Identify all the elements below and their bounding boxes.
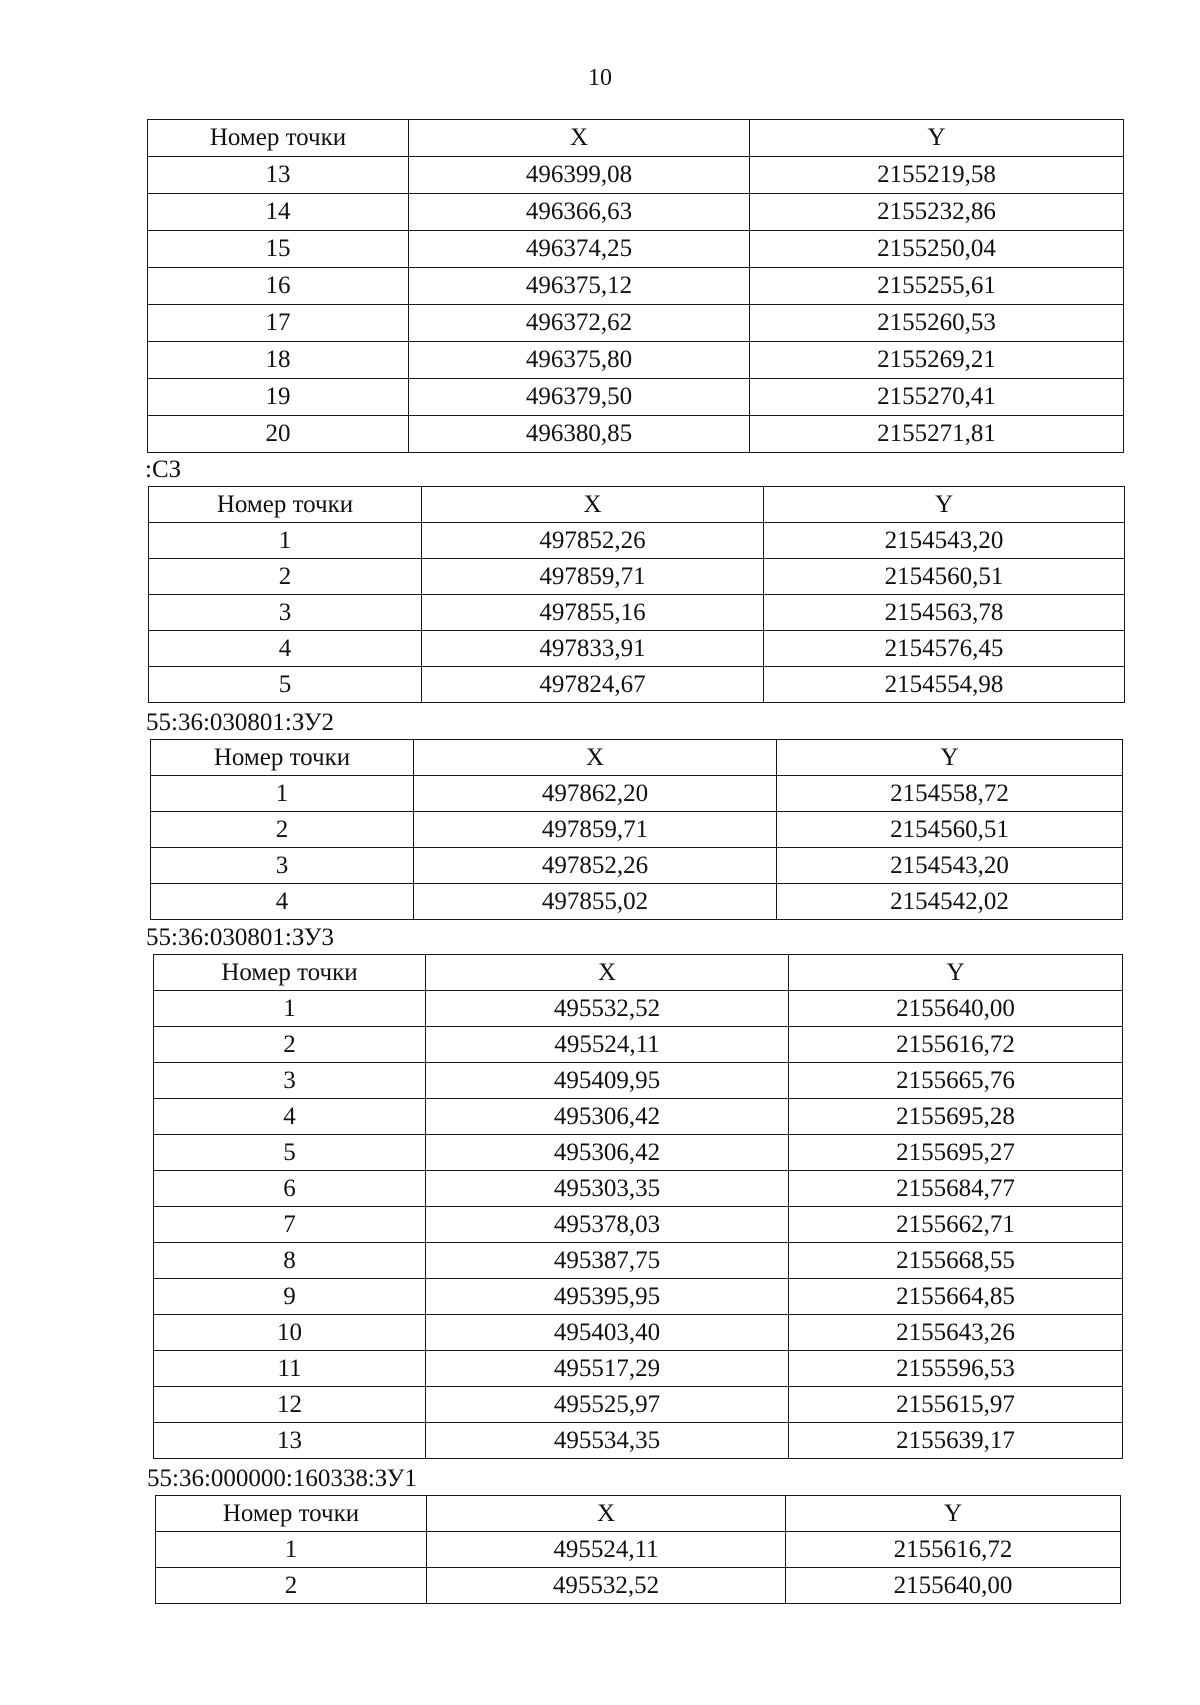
page-number: 10 — [588, 65, 612, 91]
table-row — [151, 776, 1123, 812]
point-number-cell: 5 — [149, 667, 422, 703]
point-number-cell: 3 — [151, 848, 414, 884]
table-row — [148, 305, 1124, 342]
x-coordinate-cell: 496375,80 — [409, 342, 750, 379]
coordinates-table — [155, 1495, 1121, 1604]
x-coordinate-cell: 497852,26 — [422, 523, 764, 559]
coordinates-table — [148, 486, 1125, 703]
y-coordinate-cell: 2154558,72 — [777, 776, 1123, 812]
header-point-number: Номер точки — [151, 740, 414, 776]
x-coordinate-cell: 495303,35 — [426, 1171, 789, 1207]
point-number-cell: 13 — [148, 157, 409, 194]
y-coordinate-cell: 2155662,71 — [789, 1207, 1123, 1243]
x-coordinate-cell: 495524,11 — [426, 1027, 789, 1063]
x-coordinate-cell: 497862,20 — [414, 776, 777, 812]
x-coordinate-cell: 497852,26 — [414, 848, 777, 884]
point-number-cell: 4 — [154, 1099, 426, 1135]
y-coordinate-cell: 2155684,77 — [789, 1171, 1123, 1207]
x-coordinate-cell: 496375,12 — [409, 268, 750, 305]
x-coordinate-cell: 495403,40 — [426, 1315, 789, 1351]
x-coordinate-cell: 495306,42 — [426, 1135, 789, 1171]
point-number-cell: 5 — [154, 1135, 426, 1171]
point-number-cell: 7 — [154, 1207, 426, 1243]
x-coordinate-cell: 495409,95 — [426, 1063, 789, 1099]
table-row — [151, 848, 1123, 884]
header-x: X — [414, 740, 777, 776]
table-row — [151, 812, 1123, 848]
header-point-number: Номер точки — [149, 487, 422, 523]
table-row — [154, 1027, 1123, 1063]
header-y: Y — [786, 1496, 1121, 1532]
coordinates-table — [153, 954, 1123, 1459]
table-row — [156, 1568, 1121, 1604]
x-coordinate-cell: 496366,63 — [409, 194, 750, 231]
table-row — [149, 631, 1125, 667]
y-coordinate-cell: 2154576,45 — [764, 631, 1125, 667]
point-number-cell: 1 — [154, 991, 426, 1027]
table-row — [156, 1532, 1121, 1568]
y-coordinate-cell: 2155250,04 — [750, 231, 1124, 268]
point-number-cell: 8 — [154, 1243, 426, 1279]
header-point-number: Номер точки — [148, 120, 409, 157]
x-coordinate-cell: 495525,97 — [426, 1387, 789, 1423]
point-number-cell: 2 — [154, 1027, 426, 1063]
table-header-row — [149, 487, 1125, 523]
y-coordinate-cell: 2155664,85 — [789, 1279, 1123, 1315]
point-number-cell: 6 — [154, 1171, 426, 1207]
y-coordinate-cell: 2154554,98 — [764, 667, 1125, 703]
y-coordinate-cell: 2155255,61 — [750, 268, 1124, 305]
table-header-row — [154, 955, 1123, 991]
x-coordinate-cell: 495395,95 — [426, 1279, 789, 1315]
point-number-cell: 14 — [148, 194, 409, 231]
point-number-cell: 1 — [156, 1532, 427, 1568]
header-y: Y — [764, 487, 1125, 523]
header-x: X — [427, 1496, 786, 1532]
point-number-cell: 1 — [149, 523, 422, 559]
table-row — [154, 1099, 1123, 1135]
section-label: :СЗ — [145, 456, 182, 483]
point-number-cell: 10 — [154, 1315, 426, 1351]
y-coordinate-cell: 2155640,00 — [789, 991, 1123, 1027]
table-row — [154, 1063, 1123, 1099]
y-coordinate-cell: 2155615,97 — [789, 1387, 1123, 1423]
table-row — [154, 1243, 1123, 1279]
x-coordinate-cell: 495534,35 — [426, 1423, 789, 1459]
x-coordinate-cell: 496399,08 — [409, 157, 750, 194]
x-coordinate-cell: 496379,50 — [409, 379, 750, 416]
table-row — [154, 1207, 1123, 1243]
header-point-number: Номер точки — [154, 955, 426, 991]
header-x: X — [409, 120, 750, 157]
point-number-cell: 15 — [148, 231, 409, 268]
x-coordinate-cell: 495306,42 — [426, 1099, 789, 1135]
table-row — [148, 342, 1124, 379]
y-coordinate-cell: 2155219,58 — [750, 157, 1124, 194]
table-header-row — [156, 1496, 1121, 1532]
table-row — [151, 884, 1123, 920]
point-number-cell: 4 — [149, 631, 422, 667]
point-number-cell: 13 — [154, 1423, 426, 1459]
y-coordinate-cell: 2155232,86 — [750, 194, 1124, 231]
x-coordinate-cell: 497859,71 — [422, 559, 764, 595]
point-number-cell: 1 — [151, 776, 414, 812]
x-coordinate-cell: 495532,52 — [426, 991, 789, 1027]
table-row — [149, 523, 1125, 559]
y-coordinate-cell: 2154560,51 — [764, 559, 1125, 595]
table-row — [154, 1423, 1123, 1459]
section-label: 55:36:030801:ЗУ3 — [146, 924, 334, 951]
table-row — [154, 991, 1123, 1027]
point-number-cell: 2 — [149, 559, 422, 595]
point-number-cell: 2 — [156, 1568, 427, 1604]
y-coordinate-cell: 2154560,51 — [777, 812, 1123, 848]
x-coordinate-cell: 497855,16 — [422, 595, 764, 631]
table-row — [154, 1351, 1123, 1387]
y-coordinate-cell: 2154543,20 — [764, 523, 1125, 559]
y-coordinate-cell: 2155270,41 — [750, 379, 1124, 416]
header-point-number: Номер точки — [156, 1496, 427, 1532]
point-number-cell: 19 — [148, 379, 409, 416]
point-number-cell: 16 — [148, 268, 409, 305]
x-coordinate-cell: 495387,75 — [426, 1243, 789, 1279]
table-row — [148, 157, 1124, 194]
y-coordinate-cell: 2155643,26 — [789, 1315, 1123, 1351]
table-row — [148, 268, 1124, 305]
header-x: X — [426, 955, 789, 991]
x-coordinate-cell: 495378,03 — [426, 1207, 789, 1243]
coordinates-table — [147, 119, 1124, 453]
x-coordinate-cell: 495532,52 — [427, 1568, 786, 1604]
table-row — [148, 194, 1124, 231]
table-row — [149, 667, 1125, 703]
table-row — [154, 1171, 1123, 1207]
point-number-cell: 3 — [154, 1063, 426, 1099]
y-coordinate-cell: 2155640,00 — [786, 1568, 1121, 1604]
y-coordinate-cell: 2155271,81 — [750, 416, 1124, 453]
table-header-row — [151, 740, 1123, 776]
table-row — [148, 231, 1124, 268]
y-coordinate-cell: 2155665,76 — [789, 1063, 1123, 1099]
x-coordinate-cell: 497824,67 — [422, 667, 764, 703]
section-label: 55:36:000000:160338:ЗУ1 — [147, 1465, 417, 1492]
x-coordinate-cell: 496374,25 — [409, 231, 750, 268]
point-number-cell: 3 — [149, 595, 422, 631]
table-row — [148, 379, 1124, 416]
table-row — [154, 1135, 1123, 1171]
y-coordinate-cell: 2154543,20 — [777, 848, 1123, 884]
coordinates-table — [150, 739, 1123, 920]
y-coordinate-cell: 2154542,02 — [777, 884, 1123, 920]
point-number-cell: 9 — [154, 1279, 426, 1315]
x-coordinate-cell: 497855,02 — [414, 884, 777, 920]
point-number-cell: 17 — [148, 305, 409, 342]
table-row — [149, 595, 1125, 631]
x-coordinate-cell: 496380,85 — [409, 416, 750, 453]
point-number-cell: 2 — [151, 812, 414, 848]
table-row — [154, 1387, 1123, 1423]
x-coordinate-cell: 495517,29 — [426, 1351, 789, 1387]
y-coordinate-cell: 2154563,78 — [764, 595, 1125, 631]
x-coordinate-cell: 497859,71 — [414, 812, 777, 848]
y-coordinate-cell: 2155616,72 — [789, 1027, 1123, 1063]
table-header-row — [148, 120, 1124, 157]
table-row — [154, 1315, 1123, 1351]
table-row — [148, 416, 1124, 453]
y-coordinate-cell: 2155596,53 — [789, 1351, 1123, 1387]
point-number-cell: 20 — [148, 416, 409, 453]
section-label: 55:36:030801:ЗУ2 — [146, 709, 334, 736]
x-coordinate-cell: 497833,91 — [422, 631, 764, 667]
header-y: Y — [777, 740, 1123, 776]
table-row — [154, 1279, 1123, 1315]
header-y: Y — [750, 120, 1124, 157]
table-row — [149, 559, 1125, 595]
x-coordinate-cell: 496372,62 — [409, 305, 750, 342]
y-coordinate-cell: 2155695,28 — [789, 1099, 1123, 1135]
y-coordinate-cell: 2155695,27 — [789, 1135, 1123, 1171]
y-coordinate-cell: 2155260,53 — [750, 305, 1124, 342]
y-coordinate-cell: 2155269,21 — [750, 342, 1124, 379]
header-y: Y — [789, 955, 1123, 991]
point-number-cell: 18 — [148, 342, 409, 379]
y-coordinate-cell: 2155639,17 — [789, 1423, 1123, 1459]
header-x: X — [422, 487, 764, 523]
y-coordinate-cell: 2155616,72 — [786, 1532, 1121, 1568]
point-number-cell: 4 — [151, 884, 414, 920]
point-number-cell: 11 — [154, 1351, 426, 1387]
y-coordinate-cell: 2155668,55 — [789, 1243, 1123, 1279]
point-number-cell: 12 — [154, 1387, 426, 1423]
x-coordinate-cell: 495524,11 — [427, 1532, 786, 1568]
